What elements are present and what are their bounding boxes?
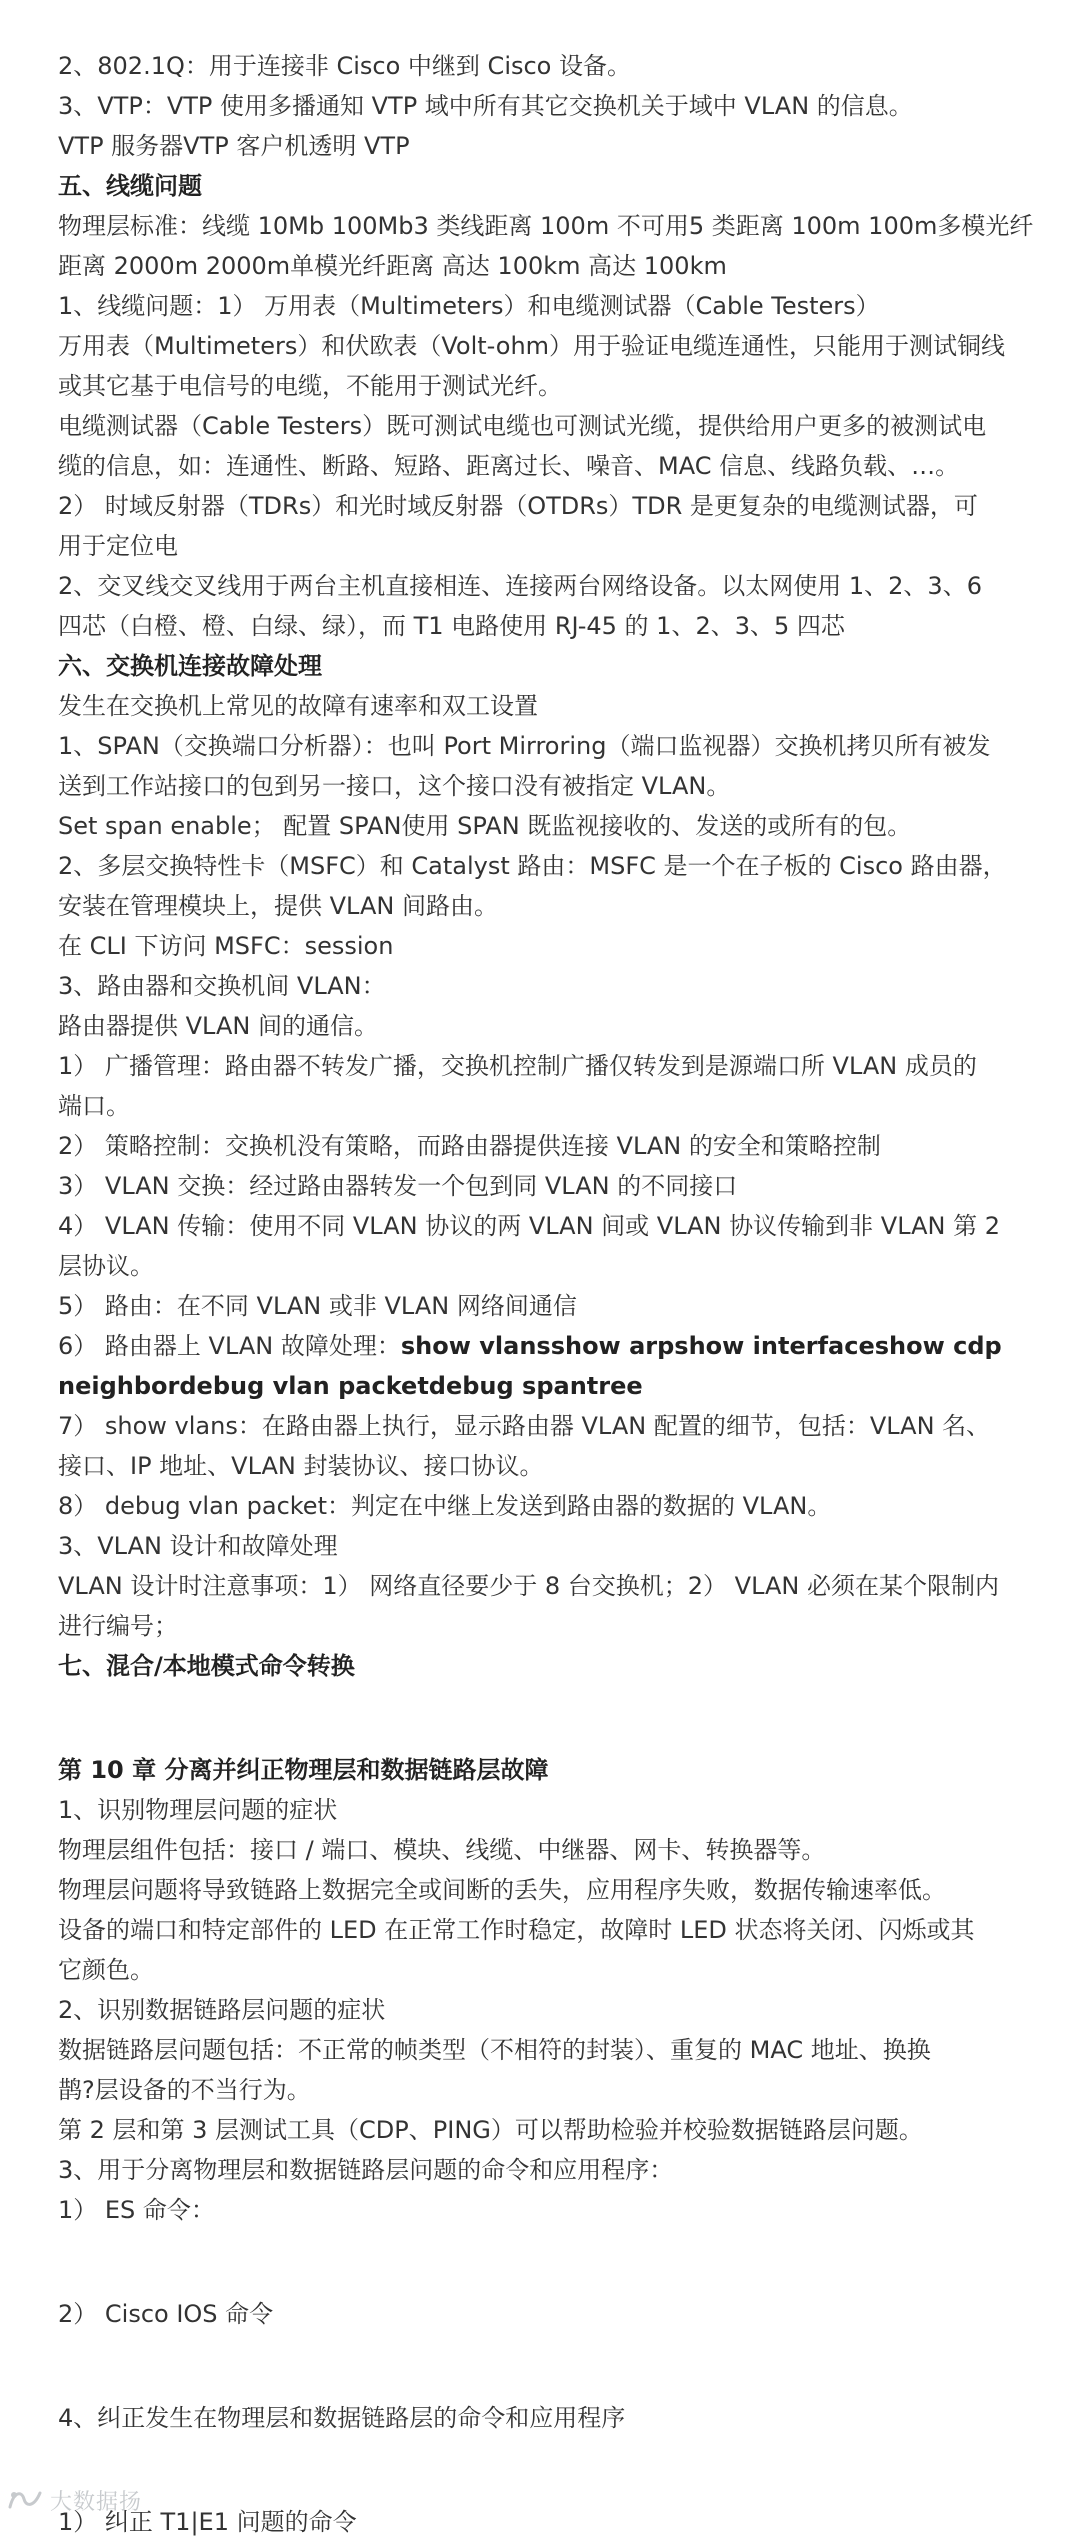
text-line: 1、线缆问题：1） 万用表（Multimeters）和电缆测试器（Cable Testers） <box>58 292 880 320</box>
text-line: 8） debug vlan packet：判定在中继上发送到路由器的数据的 VLAN。 <box>58 1492 832 1520</box>
document-body <box>58 46 1038 2542</box>
text-line: 电缆测试器（Cable Testers）既可测试电缆也可测试光缆，提供给用户更多的被测试电 <box>58 412 987 440</box>
text-line: 3、路由器和交换机间 VLAN： <box>58 972 386 1000</box>
text-line: 1） ES 命令： <box>58 2196 215 2224</box>
text-line: 数据链路层问题包括：不正常的帧类型（不相符的封装）、重复的 MAC 地址、换换 <box>58 2036 931 2064</box>
text-line: 1、SPAN（交换端口分析器）：也叫 Port Mirroring（端口监视器）交换机拷贝所有被发 <box>58 732 991 760</box>
spacer <box>58 1686 1038 1750</box>
text-line: 它颜色。 <box>58 1956 154 1984</box>
text-line: 用于定位电 <box>58 532 178 560</box>
text-line: 进行编号； <box>58 1612 178 1640</box>
spacer <box>58 2230 1038 2294</box>
text-line: 层协议。 <box>58 1252 154 1280</box>
text-line: 2、交叉线交叉线用于两台主机直接相连、连接两台网络设备。以太网使用 1、2、3、6 <box>58 572 982 600</box>
text-line: 5） 路由：在不同 VLAN 或非 VLAN 网络间通信 <box>58 1292 577 1320</box>
text-line: 1） 广播管理：路由器不转发广播，交换机控制广播仅转发到是源端口所 VLAN 成员的 <box>58 1052 977 1080</box>
text-line: 2、多层交换特性卡（MSFC）和 Catalyst 路由：MSFC 是一个在子板的 Cisco 路由器， <box>58 852 1007 880</box>
text-line: 万用表（Multimeters）和伏欧表（Volt-ohm）用于验证电缆连通性，只能用于测试铜线 <box>58 332 1006 360</box>
text-line: Set span enable； 配置 SPAN使用 SPAN 既监视接收的、发送的或所有的包。 <box>58 812 912 840</box>
text-line: 物理层问题将导致链路上数据完全或间断的丢失，应用程序失败，数据传输速率低。 <box>58 1876 946 1904</box>
text-line: 3、VTP：VTP 使用多播通知 VTP 域中所有其它交换机关于域中 VLAN 的信息。 <box>58 92 913 120</box>
text-line: 3、用于分离物理层和数据链路层问题的命令和应用程序： <box>58 2156 674 2184</box>
vlan-troubleshoot-line <box>58 1326 1038 1366</box>
text-line: 2、802.1Q：用于连接非 Cisco 中继到 Cisco 设备。 <box>58 52 631 80</box>
section-heading: 七、混合/本地模式命令转换 <box>58 1652 355 1680</box>
text-line: 1） 纠正 T1|E1 问题的命令 <box>58 2508 357 2536</box>
text-line: 路由器提供 VLAN 间的通信。 <box>58 1012 378 1040</box>
watermark <box>6 2486 142 2514</box>
text-line: 设备的端口和特定部件的 LED 在正常工作时稳定，故障时 LED 状态将关闭、闪烁或其 <box>58 1916 975 1944</box>
text-line: 物理层标准：线缆 10Mb 100Mb3 类线距离 100m 不可用5 类距离 100m 100m多模光纤 <box>58 212 1034 240</box>
section-heading: 五、线缆问题 <box>58 172 202 200</box>
text-line: 2） 策略控制：交换机没有策略，而路由器提供连接 VLAN 的安全和策略控制 <box>58 1132 881 1160</box>
command-list: show vlansshow arpshow interfaceshow cdp <box>400 1332 1002 1360</box>
brand-logo-icon <box>6 2487 46 2513</box>
text-line: 3） VLAN 交换：经过路由器转发一个包到同 VLAN 的不同接口 <box>58 1172 738 1200</box>
text-line: 距离 2000m 2000m单模光纤距离 高达 100km 高达 100km <box>58 252 727 280</box>
text-line: 2） Cisco IOS 命令 <box>58 2300 274 2328</box>
text-line: 鹊?层设备的不当行为。 <box>58 2076 311 2104</box>
text-line: 或其它基于电信号的电缆，不能用于测试光纤。 <box>58 372 562 400</box>
text-line: 发生在交换机上常见的故障有速率和双工设置 <box>58 692 538 720</box>
text-line: 4、纠正发生在物理层和数据链路层的命令和应用程序 <box>58 2404 626 2432</box>
text-line: 7） show vlans：在路由器上执行，显示路由器 VLAN 配置的细节，包括：VLAN 名、 <box>58 1412 991 1440</box>
text-line: 送到工作站接口的包到另一接口，这个接口没有被指定 VLAN。 <box>58 772 731 800</box>
text-line: 1、识别物理层问题的症状 <box>58 1796 338 1824</box>
text-line: 在 CLI 下访问 MSFC：session <box>58 932 394 960</box>
text-line: 第 2 层和第 3 层测试工具（CDP、PING）可以帮助检验并校验数据链路层问题。 <box>58 2116 923 2144</box>
text-line: 4） VLAN 传输：使用不同 VLAN 协议的两 VLAN 间或 VLAN 协议传输到非 VLAN 第 2 <box>58 1212 1001 1240</box>
command-list: neighbordebug vlan packetdebug spantree <box>58 1372 643 1400</box>
spacer <box>58 2334 1038 2398</box>
text-line: 接口、IP 地址、VLAN 封装协议、接口协议。 <box>58 1452 544 1480</box>
text-line: VLAN 设计时注意事项：1） 网络直径要少于 8 台交换机；2） VLAN 必须在某个限制内 <box>58 1572 1000 1600</box>
text-line: 2、识别数据链路层问题的症状 <box>58 1996 386 2024</box>
text-line: 3、VLAN 设计和故障处理 <box>58 1532 338 1560</box>
text-line: 端口。 <box>58 1092 130 1120</box>
text-line: 安装在管理模块上，提供 VLAN 间路由。 <box>58 892 498 920</box>
section-heading: 六、交换机连接故障处理 <box>58 652 322 680</box>
text-line: 四芯（白橙、橙、白绿、绿），而 T1 电路使用 RJ-45 的 1、2、3、5 四芯 <box>58 612 845 640</box>
spacer <box>58 2438 1038 2502</box>
chapter-heading: 第 10 章 分离并纠正物理层和数据链路层故障 <box>58 1756 549 1784</box>
text-line: VTP 服务器VTP 客户机透明 VTP <box>58 132 410 160</box>
vlan-troubleshoot-label: 6） 路由器上 VLAN 故障处理： <box>58 1332 401 1360</box>
text-line: 物理层组件包括：接口 / 端口、模块、线缆、中继器、网卡、转换器等。 <box>58 1836 826 1864</box>
watermark-text: 大数据扬 <box>50 2489 143 2515</box>
text-line: 缆的信息，如：连通性、断路、短路、距离过长、噪音、MAC 信息、线路负载、…。 <box>58 452 960 480</box>
text-line: 2） 时域反射器（TDRs）和光时域反射器（OTDRs）TDR 是更复杂的电缆测试器，可 <box>58 492 978 520</box>
